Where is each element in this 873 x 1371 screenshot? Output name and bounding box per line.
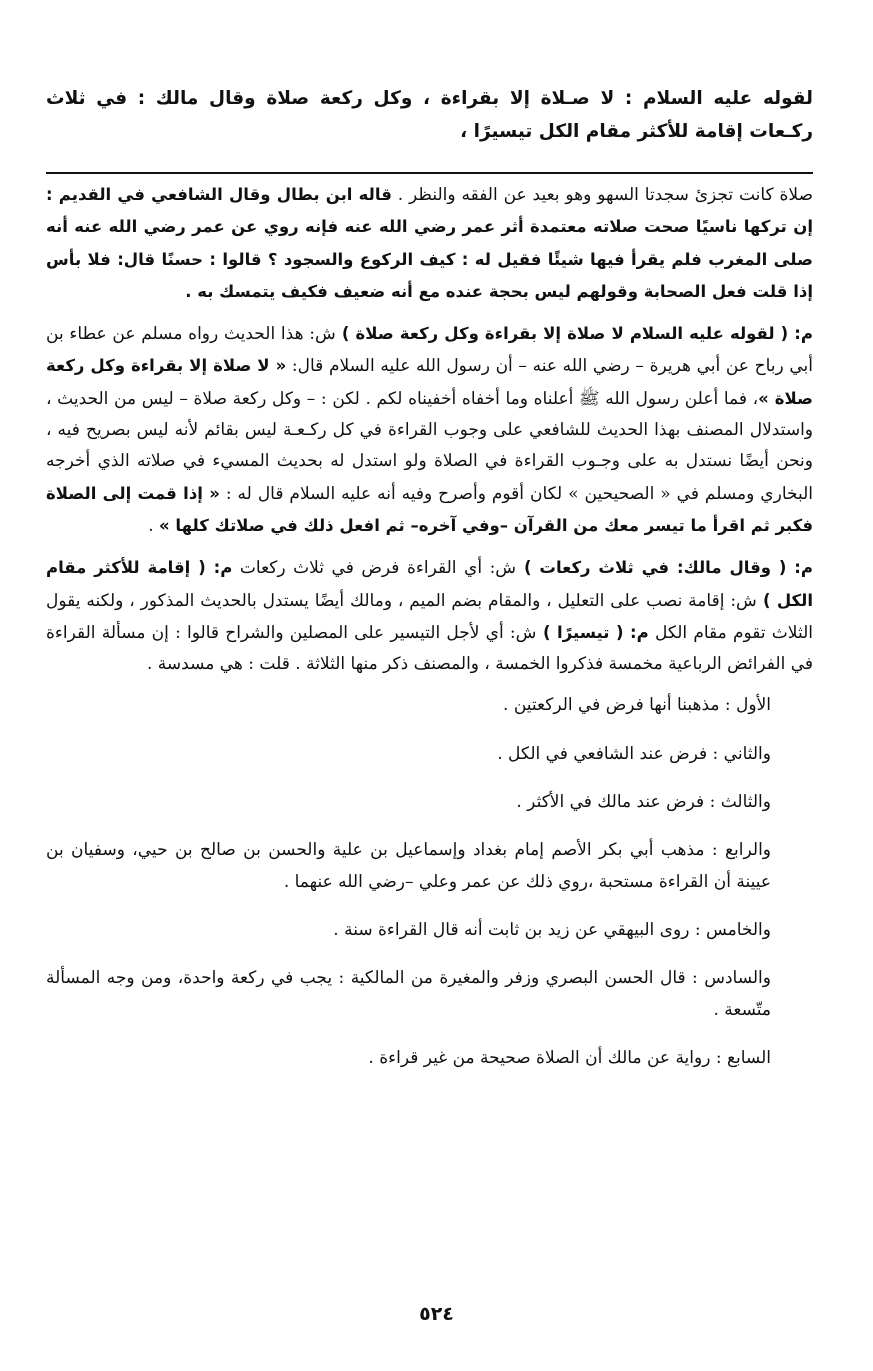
hadith-quote-1: « لا صلاة إلا بقراءة وكل ركعة صلاة »	[46, 356, 813, 408]
page-number: ٥٢٤	[419, 1303, 454, 1325]
paragraph-2-text-a: ش: هذا الحديث رواه مسلم عن عطاء بن أبي رباح عن أبي هريرة – رضي الله عنه – أن رسول الله عليه السلام قال:	[46, 324, 813, 377]
matn-header-text: لقوله عليه السلام : لا صـلاة إلا بقراءة ، وكل ركعة صلاة وقال مالك : في ثلاث ركـعات إقامة للأكثر مقام الكل تيسيرًا ،	[46, 88, 813, 142]
paragraph-3-text-a: ش: أي القراءة فرض في ثلاث ركعات	[232, 558, 517, 579]
matn-quote-4: م: ( تيسيرًا )	[536, 622, 649, 642]
list-item-third: والثالث : فرض عند مالك في الأكثر .	[516, 792, 771, 813]
matn-quote-2: م: ( وقال مالك: في ثلاث ركعات )	[516, 558, 814, 578]
list-item-fourth: والرابع : مذهب أبي بكر الأصم إمام بغداد وإسماعيل بن علية والحسن بن صالح بن حيي، وسفيان بن عيينة أن القراءة مستحبة ،روي ذلك عن عمر وعلي –رضي الله عنهما .	[46, 840, 771, 892]
commentary-body	[46, 179, 813, 1091]
paragraph-3-text-c: ش: أي لأجل التيسير على المصلين والشراح قالوا : إن مسألة القراءة في الفرائض الرباعية مخمسة فذكروا الخمسة ، والمصنف ذكر منها الثلاثة . قلت : هي مسدسة .	[46, 622, 813, 675]
separator-rule	[46, 172, 813, 174]
paragraph-2-text-b: ، فما أعلن رسول الله ﷺ أعلناه وما أخفاه أخفيناه لكم . لكن : – وكل ركعة صلاة – ليس من الحديث ، واستدلال المصنف بهذا الحديث للشافعي على وجوب القراءة في كل ركـعـة ليس بقائم لأنه ليس بصريح فيه ، ونحن أيضًا نستدل به على وجـوب القراءة في الصلاة ولو استدل له بحديث المسيء في صلاته الذي أخرجه البخاري ومسلم في « الصحيحين » لكان أقوم وأصرح وفيه أنه عليه السلام قال له :	[46, 388, 814, 504]
list-item-second: والثاني : فرض عند الشافعي في الكل .	[497, 743, 771, 764]
paragraph-1-text-b: قاله ابن بطال وقال الشافعي في القديم : إن تركها ناسيًا صحت صلاته معتمدة أثر عمر رضي الله عنه فإنه روي عن عمر رضي الله عنه أنه صلى المغرب فلم يقرأ فيها شيئًا فقيل له : كيف الركوع والسجود ؟ قالوا : حسنًا قال: فلا بأس إذا قلت فعل الصحابة وقولهم ليس بحجة عنده مع أنه ضعيف فكيف يتمسك به .	[46, 185, 813, 301]
paragraph-2-text-c: .	[148, 515, 160, 536]
list-item-sixth: والسادس : قال الحسن البصري وزفر والمغيرة من المالكية : يجب في ركعة واحدة، ومن وجه المسألة متّسعة .	[46, 968, 771, 1020]
matn-quote-3: م: ( إقامة للأكثر مقام الكل )	[46, 558, 813, 610]
paragraph-1	[46, 179, 813, 308]
matn-quote-1: م: ( لقوله عليه السلام لا صلاة إلا بقراءة وكل ركعة صلاة )	[335, 324, 813, 344]
list-item-seventh: السابع : رواية عن مالك أن الصلاة صحيحة من غير قراءة .	[368, 1047, 771, 1068]
paragraph-3-text-b: ش: إقامة نصب على التعليل ، والمقام بضم الميم ، ومالك أيضًا يستدل بالحديث المذكور ، ولكنه يقول الثلاث تقوم مقام الكل	[46, 590, 813, 643]
paragraph-1-text-a: صلاة كانت تجزئ سجدتا السهو وهو بعيد عن الفقه والنظر .	[391, 185, 814, 205]
list-item-first: الأول : مذهبنا أنها فرض في الركعتين .	[503, 695, 771, 716]
paragraph-2	[46, 318, 813, 542]
paragraph-3	[46, 552, 813, 680]
hadith-quote-2: « إذا قمت إلى الصلاة فكبر ثم اقرأ ما تيسر معك من القرآن –وفي آخره– ثم افعل ذلك في صلاتك كلها »	[46, 483, 813, 535]
list-item-fifth: والخامس : روى البيهقي عن زيد بن ثابت أنه قال القراءة سنة .	[333, 919, 771, 940]
